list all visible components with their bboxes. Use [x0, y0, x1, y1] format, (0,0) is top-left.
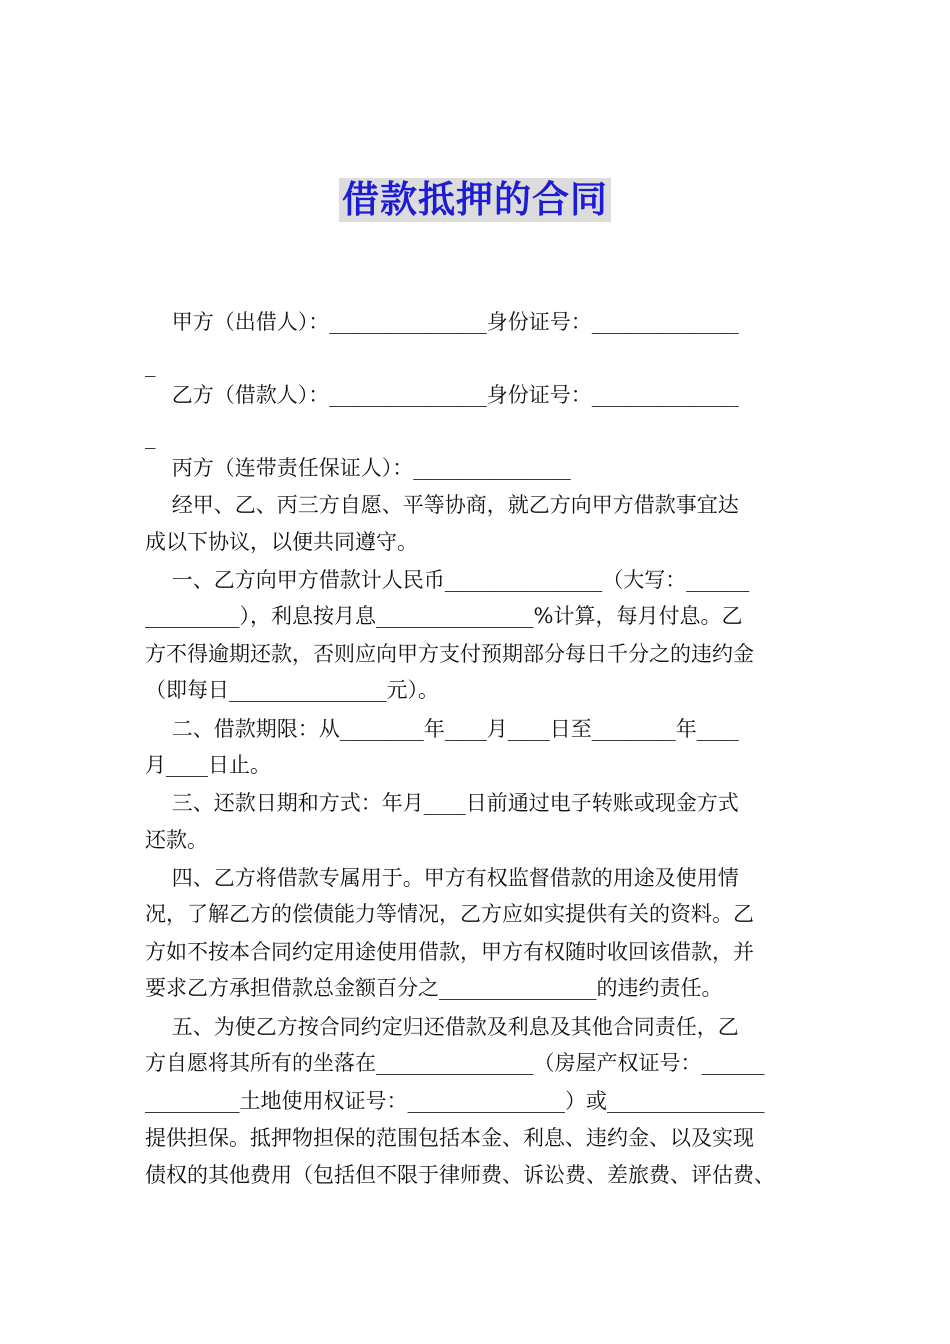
clause-1-line-2: _________），利息按月息_______________%计算，每月付息。乙 [145, 604, 743, 628]
clause-4-line-1: 四、乙方将借款专属用于。甲方有权监督借款的用途及使用情 [145, 866, 739, 890]
party-b-line-wrap: _ [145, 425, 156, 449]
party-b-line: 乙方（借款人）：_______________身份证号：______________ [145, 383, 739, 407]
clause-4-line-2: 况，了解乙方的偿债能力等情况，乙方应如实提供有关的资料。乙 [145, 902, 754, 926]
clause-1-line-4: （即每日_______________元）。 [145, 678, 439, 702]
title-container [0, 178, 950, 222]
party-c-line: 丙方（连带责任保证人）：_______________ [145, 456, 571, 480]
intro-line-2: 成以下协议，以便共同遵守。 [145, 530, 418, 554]
clause-5-line-1: 五、为使乙方按合同约定归还借款及利息及其他合同责任，乙 [145, 1015, 739, 1039]
clause-4-line-3: 方如不按本合同约定用途使用借款，甲方有权随时收回该借款，并 [145, 940, 754, 964]
document-title: 借款抵押的合同 [339, 178, 611, 222]
clause-3-line-2: 还款。 [145, 828, 208, 852]
clause-4-line-4: 要求乙方承担借款总金额百分之_______________的违约责任。 [145, 976, 723, 1000]
clause-5-line-2: 方自愿将其所有的坐落在_______________（房屋产权证号：______ [145, 1051, 765, 1075]
clause-5-line-5: 债权的其他费用（包括但不限于律师费、诉讼费、差旅费、评估费、 [145, 1163, 775, 1187]
clause-2-line-1: 二、借款期限：从________年____月____日至________年____ [145, 717, 739, 741]
clause-3-line-1: 三、还款日期和方式：年月____日前通过电子转账或现金方式 [145, 791, 739, 815]
party-a-line: 甲方（出借人）：_______________身份证号：______________ [145, 310, 739, 334]
clause-5-line-4: 提供担保。抵押物担保的范围包括本金、利息、违约金、以及实现 [145, 1126, 754, 1150]
clause-1-line-1: 一、乙方向甲方借款计人民币_______________（大写：______ [145, 568, 750, 592]
clause-1-line-3: 方不得逾期还款，否则应向甲方支付预期部分每日千分之的违约金 [145, 642, 754, 666]
party-a-line-wrap: _ [145, 353, 156, 377]
clause-5-line-3: _________土地使用权证号：_______________）或_______________ [145, 1089, 765, 1113]
clause-2-line-2: 月____日止。 [145, 753, 271, 777]
intro-line-1: 经甲、乙、丙三方自愿、平等协商，就乙方向甲方借款事宜达 [145, 493, 739, 517]
